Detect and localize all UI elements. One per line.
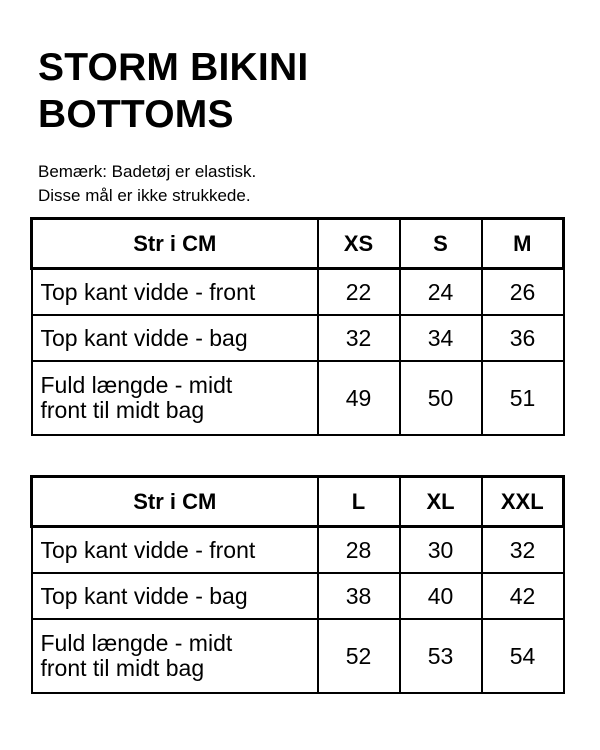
header-label-cell: Str i CM [32,219,318,269]
header-size-xl: XL [400,477,482,527]
row-label: Top kant vidde - front [32,527,318,574]
row-label-line-2: front til midt bag [40,655,205,681]
row-label: Top kant vidde - bag [32,573,318,619]
size-table-l-xxl [30,475,565,694]
value-cell: 40 [400,573,482,619]
header-size-l: L [318,477,400,527]
value-cell: 42 [482,573,564,619]
elasticity-note [38,160,256,208]
row-label [32,361,318,435]
table-row [32,269,564,316]
value-cell: 24 [400,269,482,316]
value-cell: 34 [400,315,482,361]
table-header-row [32,477,564,527]
value-cell: 36 [482,315,564,361]
value-cell: 32 [318,315,400,361]
value-cell: 32 [482,527,564,574]
value-cell: 51 [482,361,564,435]
value-cell: 49 [318,361,400,435]
header-size-xs: XS [318,219,400,269]
value-cell: 52 [318,619,400,693]
size-table-xs-m [30,217,565,436]
row-label-line-1: Fuld længde - midt [40,372,233,398]
row-label [32,619,318,693]
value-cell: 50 [400,361,482,435]
table-row [32,619,564,693]
table-row [32,527,564,574]
value-cell: 30 [400,527,482,574]
value-cell: 28 [318,527,400,574]
row-label: Top kant vidde - front [32,269,318,316]
value-cell: 53 [400,619,482,693]
title-line-2: BOTTOMS [38,93,234,136]
note-line-2: Disse mål er ikke strukkede. [38,186,251,205]
table-row [32,573,564,619]
title-line-1: STORM BIKINI [38,46,309,89]
page-title [38,44,308,138]
header-size-m: M [482,219,564,269]
row-label-line-2: front til midt bag [40,397,205,423]
table-row [32,315,564,361]
table-header-row [32,219,564,269]
header-size-xxl: XXL [482,477,564,527]
table-row [32,361,564,435]
header-label-cell: Str i CM [32,477,318,527]
note-line-1: Bemærk: Badetøj er elastisk. [38,162,257,181]
row-label-line-1: Fuld længde - midt [40,630,233,656]
value-cell: 38 [318,573,400,619]
value-cell: 54 [482,619,564,693]
value-cell: 26 [482,269,564,316]
value-cell: 22 [318,269,400,316]
header-size-s: S [400,219,482,269]
row-label: Top kant vidde - bag [32,315,318,361]
